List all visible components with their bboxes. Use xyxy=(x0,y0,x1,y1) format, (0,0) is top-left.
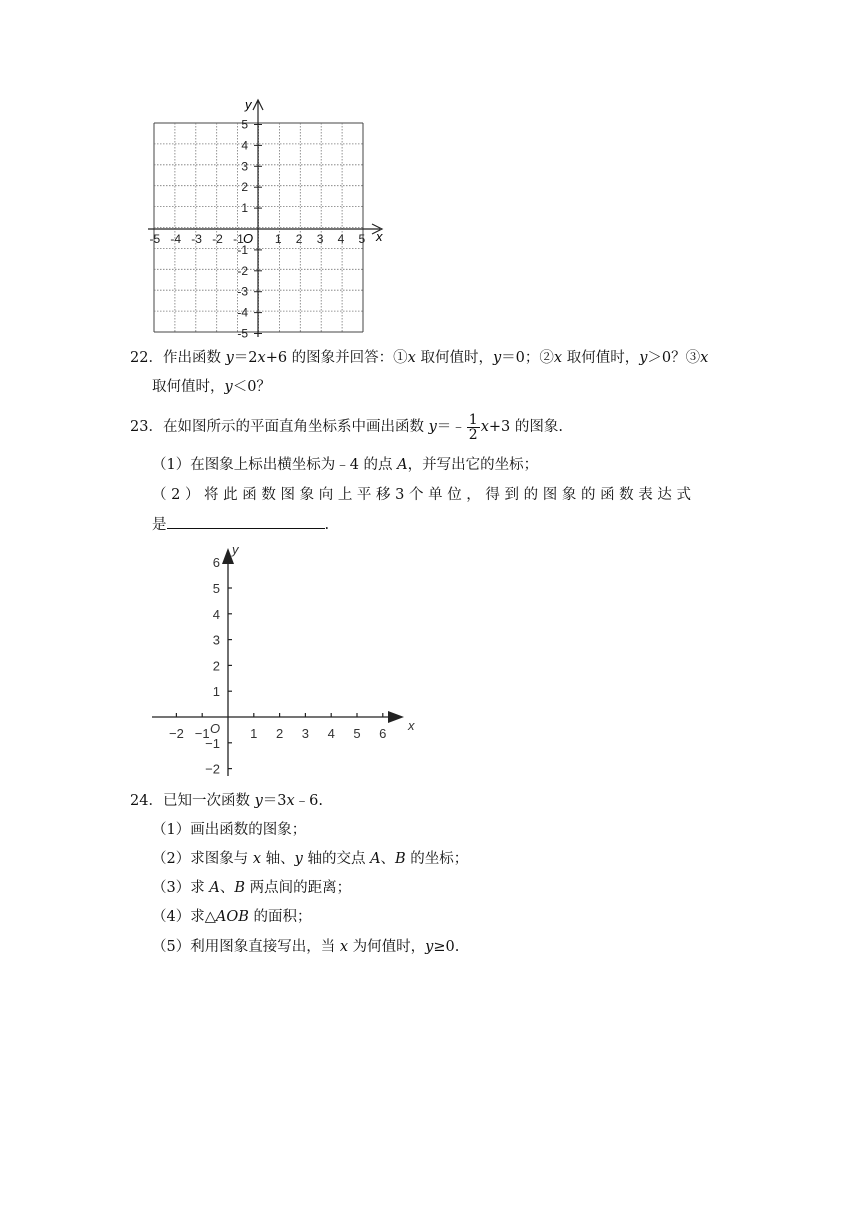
y-tick-label: 6 xyxy=(212,555,220,571)
question-24-part-2: （2）求图象与 x 轴、y 轴的交点 A、B 的坐标； xyxy=(152,851,469,867)
y-tick-label: 3 xyxy=(212,632,220,648)
x-tick-label: -5 xyxy=(149,232,161,246)
x-tick-label: 2 xyxy=(275,726,284,741)
y-axis-label: y xyxy=(232,542,239,557)
grid-coordinate-plane xyxy=(140,95,400,345)
question-24: 24．已知一次函数 y＝3x﹣6. xyxy=(130,793,324,809)
fraction-one-half: $\frac{1}{2}$ xyxy=(468,411,478,443)
y-tick-label: 2 xyxy=(241,180,248,195)
y-axis-label: y xyxy=(245,97,252,112)
x-tick-label: -2 xyxy=(212,232,223,246)
x-tick-label: 1 xyxy=(250,726,258,741)
question-number: 22． xyxy=(130,350,163,366)
question-24-part-3: （3）求 A、B 两点间的距离； xyxy=(152,880,352,896)
x-tick-label: 4 xyxy=(337,232,345,246)
axes-coordinate-plane xyxy=(148,540,428,785)
x-tick-label: -3 xyxy=(191,232,202,246)
y-tick-label: -5 xyxy=(237,326,248,341)
x-tick-label: 2 xyxy=(295,232,303,246)
x-tick-label: 5 xyxy=(358,232,366,246)
y-tick-label: 4 xyxy=(241,138,248,153)
y-tick-labels xyxy=(205,555,220,776)
origin-label: O xyxy=(243,231,254,246)
answer-blank[interactable] xyxy=(167,514,325,529)
y-tick-label: -3 xyxy=(237,284,248,299)
x-axis xyxy=(148,224,382,234)
y-tick-label: -2 xyxy=(237,263,248,278)
x-axis xyxy=(152,711,404,723)
question-24-part-5: （5）利用图象直接写出，当 x 为何值时，y≥0. xyxy=(152,939,460,955)
x-tick-label: 3 xyxy=(301,726,310,741)
origin-label: O xyxy=(210,721,221,736)
y-tick-label: 5 xyxy=(241,117,248,132)
x-tick-label: 5 xyxy=(353,726,361,741)
question-23-part-2-line-2: 是 . xyxy=(152,514,329,535)
question-22: 22．作出函数 y＝2x+6 的图象并回答：①x 取何值时，y＝0；②x 取何值时，y＞0？③x xyxy=(130,350,709,366)
y-tick-label: −1 xyxy=(205,735,220,751)
y-tick-label: 3 xyxy=(241,159,248,174)
y-axis xyxy=(253,100,263,337)
y-axis xyxy=(222,548,234,776)
y-tick-label: −2 xyxy=(205,761,220,777)
x-tick-label: 4 xyxy=(327,726,335,741)
x-tick-label: −1 xyxy=(194,726,210,741)
x-tick-label: -4 xyxy=(170,232,182,246)
x-tick-label: 1 xyxy=(274,232,282,246)
question-22-line-2: 取何值时，y＜0？ xyxy=(152,379,271,395)
y-tick-label: -1 xyxy=(237,242,248,257)
question-23-part-1: （1）在图象上标出横坐标为﹣4 的点 A，并写出它的坐标； xyxy=(152,457,539,473)
y-tick-label: 1 xyxy=(241,201,248,216)
y-tick-label: 5 xyxy=(212,581,220,596)
y-tick-label: 1 xyxy=(212,684,220,700)
y-tick-label: -4 xyxy=(237,305,248,320)
question-23: 23．在如图所示的平面直角坐标系中画出函数 y＝﹣ $\frac{1}{2}$ x+3 的图象. xyxy=(130,411,563,443)
question-23-part-2: （ 2 ） 将 此 函 数 图 象 向 上 平 移 3 个 单 位 ， 得 到 的 图 象 的 函 数 表 达 式 xyxy=(152,487,692,503)
x-tick-label: 6 xyxy=(379,726,387,741)
x-axis-label: x xyxy=(408,718,415,733)
question-number: 23． xyxy=(130,419,163,435)
question-24-part-4: （4）求△AOB 的面积； xyxy=(152,909,312,925)
x-tick-label: −2 xyxy=(168,726,184,741)
x-tick-label: 3 xyxy=(316,232,324,246)
x-axis-label: x xyxy=(376,229,383,244)
x-tick-label: -1 xyxy=(233,232,244,246)
x-tick-labels xyxy=(169,726,386,741)
y-tick-label: 2 xyxy=(212,658,220,674)
question-number: 24． xyxy=(130,793,163,809)
y-tick-label: 4 xyxy=(212,606,220,622)
question-24-part-1: （1）画出函数的图象； xyxy=(152,822,307,838)
